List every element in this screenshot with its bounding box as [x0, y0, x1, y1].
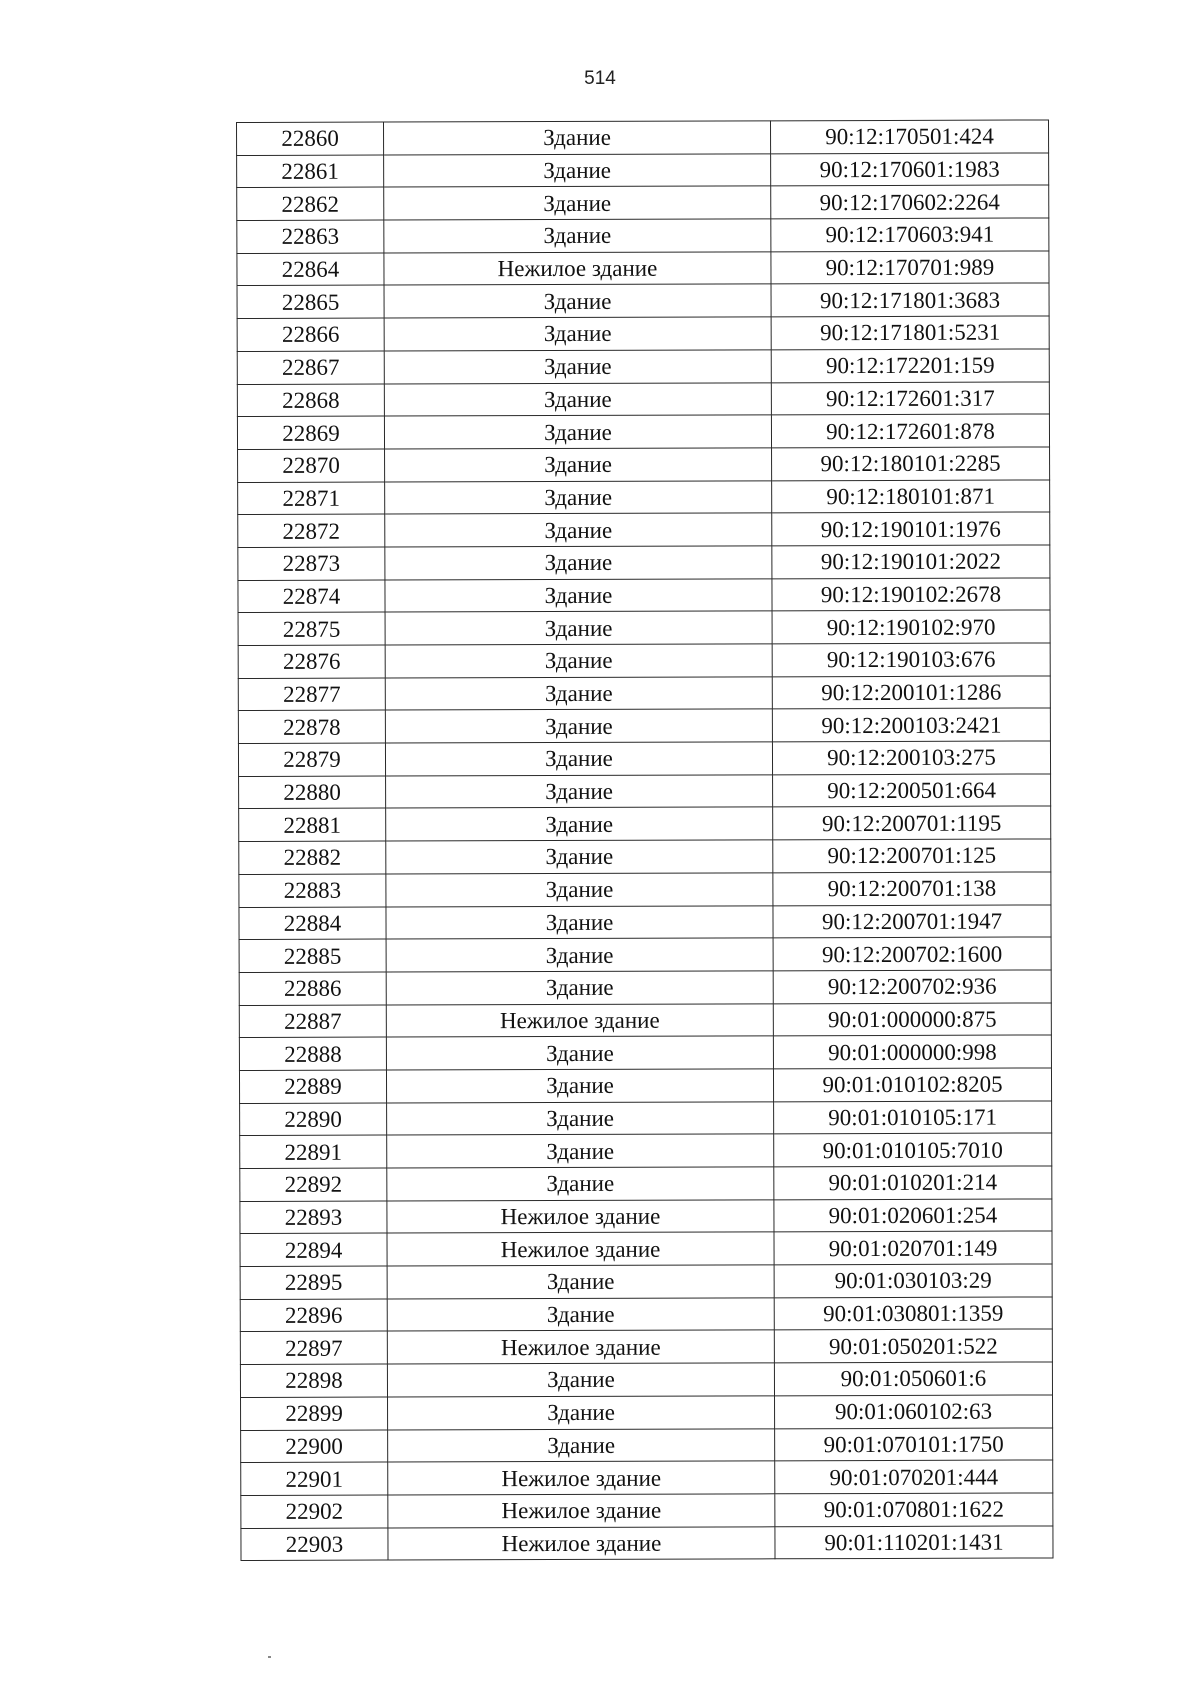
- row-number-cell: 22886: [239, 972, 386, 1005]
- table-row: [238, 545, 1050, 580]
- cadastral-number-cell: 90:01:030103:29: [774, 1264, 1052, 1298]
- table-row: [237, 120, 1049, 155]
- object-type-cell: Здание: [384, 382, 771, 416]
- table-row: [241, 1526, 1053, 1561]
- row-number-cell: 22883: [239, 874, 386, 907]
- row-number-cell: 22877: [238, 678, 385, 711]
- object-type-cell: Здание: [384, 154, 771, 188]
- table-row: [238, 512, 1050, 547]
- cadastral-number-cell: 90:12:172601:878: [771, 414, 1049, 448]
- object-type-cell: Здание: [384, 415, 771, 449]
- cadastral-number-cell: 90:12:170701:989: [771, 251, 1049, 285]
- cadastral-number-cell: 90:12:171801:5231: [771, 316, 1049, 350]
- row-number-cell: 22878: [238, 710, 385, 743]
- row-number-cell: 22899: [241, 1397, 388, 1430]
- row-number-cell: 22893: [240, 1201, 387, 1234]
- object-type-cell: Здание: [384, 317, 771, 351]
- table-row: [237, 381, 1049, 416]
- table-row: [237, 153, 1049, 188]
- cadastral-number-cell: 90:12:200702:1600: [773, 937, 1051, 971]
- cadastral-number-cell: 90:12:190102:970: [772, 610, 1050, 644]
- object-type-cell: Здание: [384, 219, 771, 253]
- row-number-cell: 22902: [241, 1495, 388, 1528]
- cadastral-number-cell: 90:01:000000:998: [773, 1035, 1051, 1069]
- row-number-cell: 22871: [238, 482, 385, 515]
- object-type-cell: Здание: [386, 775, 773, 809]
- object-type-cell: Здание: [384, 350, 771, 384]
- table-row: [237, 185, 1049, 220]
- object-type-cell: Здание: [385, 513, 772, 547]
- cadastral-number-cell: 90:01:010105:171: [774, 1101, 1052, 1135]
- cadastral-number-cell: 90:01:030801:1359: [774, 1297, 1052, 1331]
- cadastral-number-cell: 90:01:110201:1431: [775, 1526, 1053, 1560]
- table-row: [238, 643, 1050, 678]
- object-type-cell: Здание: [386, 1036, 773, 1070]
- cadastral-number-cell: 90:12:170602:2264: [771, 185, 1049, 219]
- row-number-cell: 22869: [237, 416, 384, 449]
- registry-table: [236, 119, 1054, 1561]
- object-type-cell: Здание: [385, 709, 772, 743]
- row-number-cell: 22903: [241, 1528, 388, 1561]
- cadastral-number-cell: 90:01:010201:214: [774, 1166, 1052, 1200]
- table-row: [238, 741, 1050, 776]
- table-row: [240, 1329, 1052, 1364]
- cadastral-number-cell: 90:12:170603:941: [771, 218, 1049, 252]
- object-type-cell: Здание: [386, 807, 773, 841]
- row-number-cell: 22885: [239, 939, 386, 972]
- table-row: [239, 904, 1051, 939]
- cadastral-number-cell: 90:12:200701:138: [773, 872, 1051, 906]
- row-number-cell: 22897: [240, 1331, 387, 1364]
- row-number-cell: 22887: [239, 1005, 386, 1038]
- cadastral-number-cell: 90:12:172601:317: [771, 381, 1049, 415]
- object-type-cell: Здание: [385, 546, 772, 580]
- table-row: [238, 578, 1050, 613]
- cadastral-number-cell: 90:12:170501:424: [770, 120, 1048, 154]
- object-type-cell: Здание: [388, 1428, 775, 1462]
- table-row: [239, 937, 1051, 972]
- cadastral-number-cell: 90:12:170601:1983: [771, 153, 1049, 187]
- table-row: [240, 1297, 1052, 1332]
- object-type-cell: Нежилое здание: [387, 1232, 774, 1266]
- row-number-cell: 22861: [237, 155, 384, 188]
- cadastral-number-cell: 90:01:070101:1750: [775, 1427, 1053, 1461]
- row-number-cell: 22889: [239, 1070, 386, 1103]
- cadastral-number-cell: 90:12:180101:2285: [772, 447, 1050, 481]
- cadastral-number-cell: 90:12:200103:275: [772, 741, 1050, 775]
- cadastral-number-cell: 90:12:200701:1195: [773, 806, 1051, 840]
- cadastral-number-cell: 90:01:000000:875: [773, 1003, 1051, 1037]
- object-type-cell: Здание: [386, 905, 773, 939]
- object-type-cell: Здание: [385, 644, 772, 678]
- row-number-cell: 22882: [239, 841, 386, 874]
- cadastral-number-cell: 90:01:050201:522: [774, 1329, 1052, 1363]
- row-number-cell: 22895: [240, 1266, 387, 1299]
- object-type-cell: Нежилое здание: [386, 1003, 773, 1037]
- table-row: [240, 1362, 1052, 1397]
- object-type-cell: Здание: [387, 1101, 774, 1135]
- object-type-cell: Нежилое здание: [388, 1494, 775, 1528]
- row-number-cell: 22900: [241, 1430, 388, 1463]
- table-row: [239, 806, 1051, 841]
- row-number-cell: 22880: [239, 776, 386, 809]
- table-row: [240, 1231, 1052, 1266]
- table-row: [238, 708, 1050, 743]
- table-row: [237, 349, 1049, 384]
- row-number-cell: 22867: [237, 351, 384, 384]
- cadastral-number-cell: 90:12:171801:3683: [771, 283, 1049, 317]
- row-number-cell: 22896: [240, 1299, 387, 1332]
- object-type-cell: Здание: [385, 578, 772, 612]
- cadastral-number-cell: 90:12:200702:936: [773, 970, 1051, 1004]
- table-row: [241, 1460, 1053, 1495]
- row-number-cell: 22888: [239, 1037, 386, 1070]
- table-row: [237, 316, 1049, 351]
- cadastral-number-cell: 90:12:200501:664: [773, 774, 1051, 808]
- cadastral-number-cell: 90:01:020601:254: [774, 1199, 1052, 1233]
- object-type-cell: Здание: [386, 873, 773, 907]
- object-type-cell: Здание: [387, 1363, 774, 1397]
- cadastral-number-cell: 90:12:200701:125: [773, 839, 1051, 873]
- object-type-cell: Здание: [386, 971, 773, 1005]
- row-number-cell: 22865: [237, 285, 384, 318]
- cadastral-number-cell: 90:12:172201:159: [771, 349, 1049, 383]
- cadastral-number-cell: 90:12:200701:1947: [773, 904, 1051, 938]
- table-row: [239, 774, 1051, 809]
- row-number-cell: 22868: [237, 384, 384, 417]
- row-number-cell: 22872: [238, 514, 385, 547]
- cadastral-number-cell: 90:01:060102:63: [775, 1395, 1053, 1429]
- object-type-cell: Здание: [384, 284, 771, 318]
- object-type-cell: Здание: [384, 186, 771, 220]
- table-row: [240, 1101, 1052, 1136]
- table-row: [239, 1035, 1051, 1070]
- cadastral-number-cell: 90:12:180101:871: [772, 480, 1050, 514]
- cadastral-number-cell: 90:01:010102:8205: [773, 1068, 1051, 1102]
- object-type-cell: Нежилое здание: [388, 1526, 775, 1560]
- table-row: [239, 1003, 1051, 1038]
- row-number-cell: 22892: [240, 1168, 387, 1201]
- table-row: [239, 1068, 1051, 1103]
- object-type-cell: Здание: [386, 938, 773, 972]
- row-number-cell: 22894: [240, 1233, 387, 1266]
- table-row: [239, 970, 1051, 1005]
- cadastral-number-cell: 90:12:190102:2678: [772, 578, 1050, 612]
- cadastral-number-cell: 90:12:200101:1286: [772, 676, 1050, 710]
- object-type-cell: Здание: [388, 1396, 775, 1430]
- object-type-cell: Здание: [385, 742, 772, 776]
- table-row: [238, 447, 1050, 482]
- cadastral-number-cell: 90:01:070201:444: [775, 1460, 1053, 1494]
- table-row: [237, 218, 1049, 253]
- row-number-cell: 22874: [238, 580, 385, 613]
- object-type-cell: Нежилое здание: [387, 1330, 774, 1364]
- table-row: [241, 1395, 1053, 1430]
- cadastral-number-cell: 90:01:050601:6: [774, 1362, 1052, 1396]
- row-number-cell: 22876: [238, 645, 385, 678]
- row-number-cell: 22881: [239, 808, 386, 841]
- cadastral-number-cell: 90:12:190103:676: [772, 643, 1050, 677]
- object-type-cell: Здание: [385, 611, 772, 645]
- row-number-cell: 22864: [237, 253, 384, 286]
- object-type-cell: Здание: [386, 840, 773, 874]
- object-type-cell: Здание: [386, 1069, 773, 1103]
- cadastral-number-cell: 90:01:070801:1622: [775, 1493, 1053, 1527]
- object-type-cell: Здание: [385, 480, 772, 514]
- object-type-cell: Здание: [387, 1167, 774, 1201]
- object-type-cell: Нежилое здание: [387, 1200, 774, 1234]
- table-row: [240, 1133, 1052, 1168]
- row-number-cell: 22873: [238, 547, 385, 580]
- row-number-cell: 22879: [238, 743, 385, 776]
- table-row: [241, 1427, 1053, 1462]
- table-row: [241, 1493, 1053, 1528]
- cadastral-number-cell: 90:12:190101:1976: [772, 512, 1050, 546]
- object-type-cell: Нежилое здание: [384, 252, 771, 286]
- registry-table-container: [236, 119, 1053, 1561]
- row-number-cell: 22860: [237, 122, 384, 155]
- table-row: [240, 1264, 1052, 1299]
- table-row: [239, 839, 1051, 874]
- row-number-cell: 22875: [238, 612, 385, 645]
- table-row: [240, 1199, 1052, 1234]
- object-type-cell: Здание: [387, 1298, 774, 1332]
- cadastral-number-cell: 90:12:190101:2022: [772, 545, 1050, 579]
- table-row: [240, 1166, 1052, 1201]
- scan-speck: [268, 1656, 271, 1658]
- cadastral-number-cell: 90:12:200103:2421: [772, 708, 1050, 742]
- object-type-cell: Здание: [385, 448, 772, 482]
- row-number-cell: 22884: [239, 907, 386, 940]
- cadastral-number-cell: 90:01:020701:149: [774, 1231, 1052, 1265]
- object-type-cell: Здание: [387, 1265, 774, 1299]
- table-row: [239, 872, 1051, 907]
- row-number-cell: 22870: [238, 449, 385, 482]
- row-number-cell: 22863: [237, 220, 384, 253]
- table-row: [238, 676, 1050, 711]
- object-type-cell: Нежилое здание: [388, 1461, 775, 1495]
- row-number-cell: 22901: [241, 1462, 388, 1495]
- registry-table-body: [237, 120, 1054, 1561]
- cadastral-number-cell: 90:01:010105:7010: [774, 1133, 1052, 1167]
- row-number-cell: 22898: [240, 1364, 387, 1397]
- row-number-cell: 22891: [240, 1135, 387, 1168]
- table-row: [237, 283, 1049, 318]
- table-row: [238, 480, 1050, 515]
- object-type-cell: Здание: [384, 121, 771, 155]
- object-type-cell: Здание: [385, 677, 772, 711]
- page-number: 514: [584, 68, 616, 89]
- table-row: [237, 251, 1049, 286]
- object-type-cell: Здание: [387, 1134, 774, 1168]
- row-number-cell: 22866: [237, 318, 384, 351]
- table-row: [238, 610, 1050, 645]
- row-number-cell: 22890: [240, 1103, 387, 1136]
- table-row: [237, 414, 1049, 449]
- row-number-cell: 22862: [237, 187, 384, 220]
